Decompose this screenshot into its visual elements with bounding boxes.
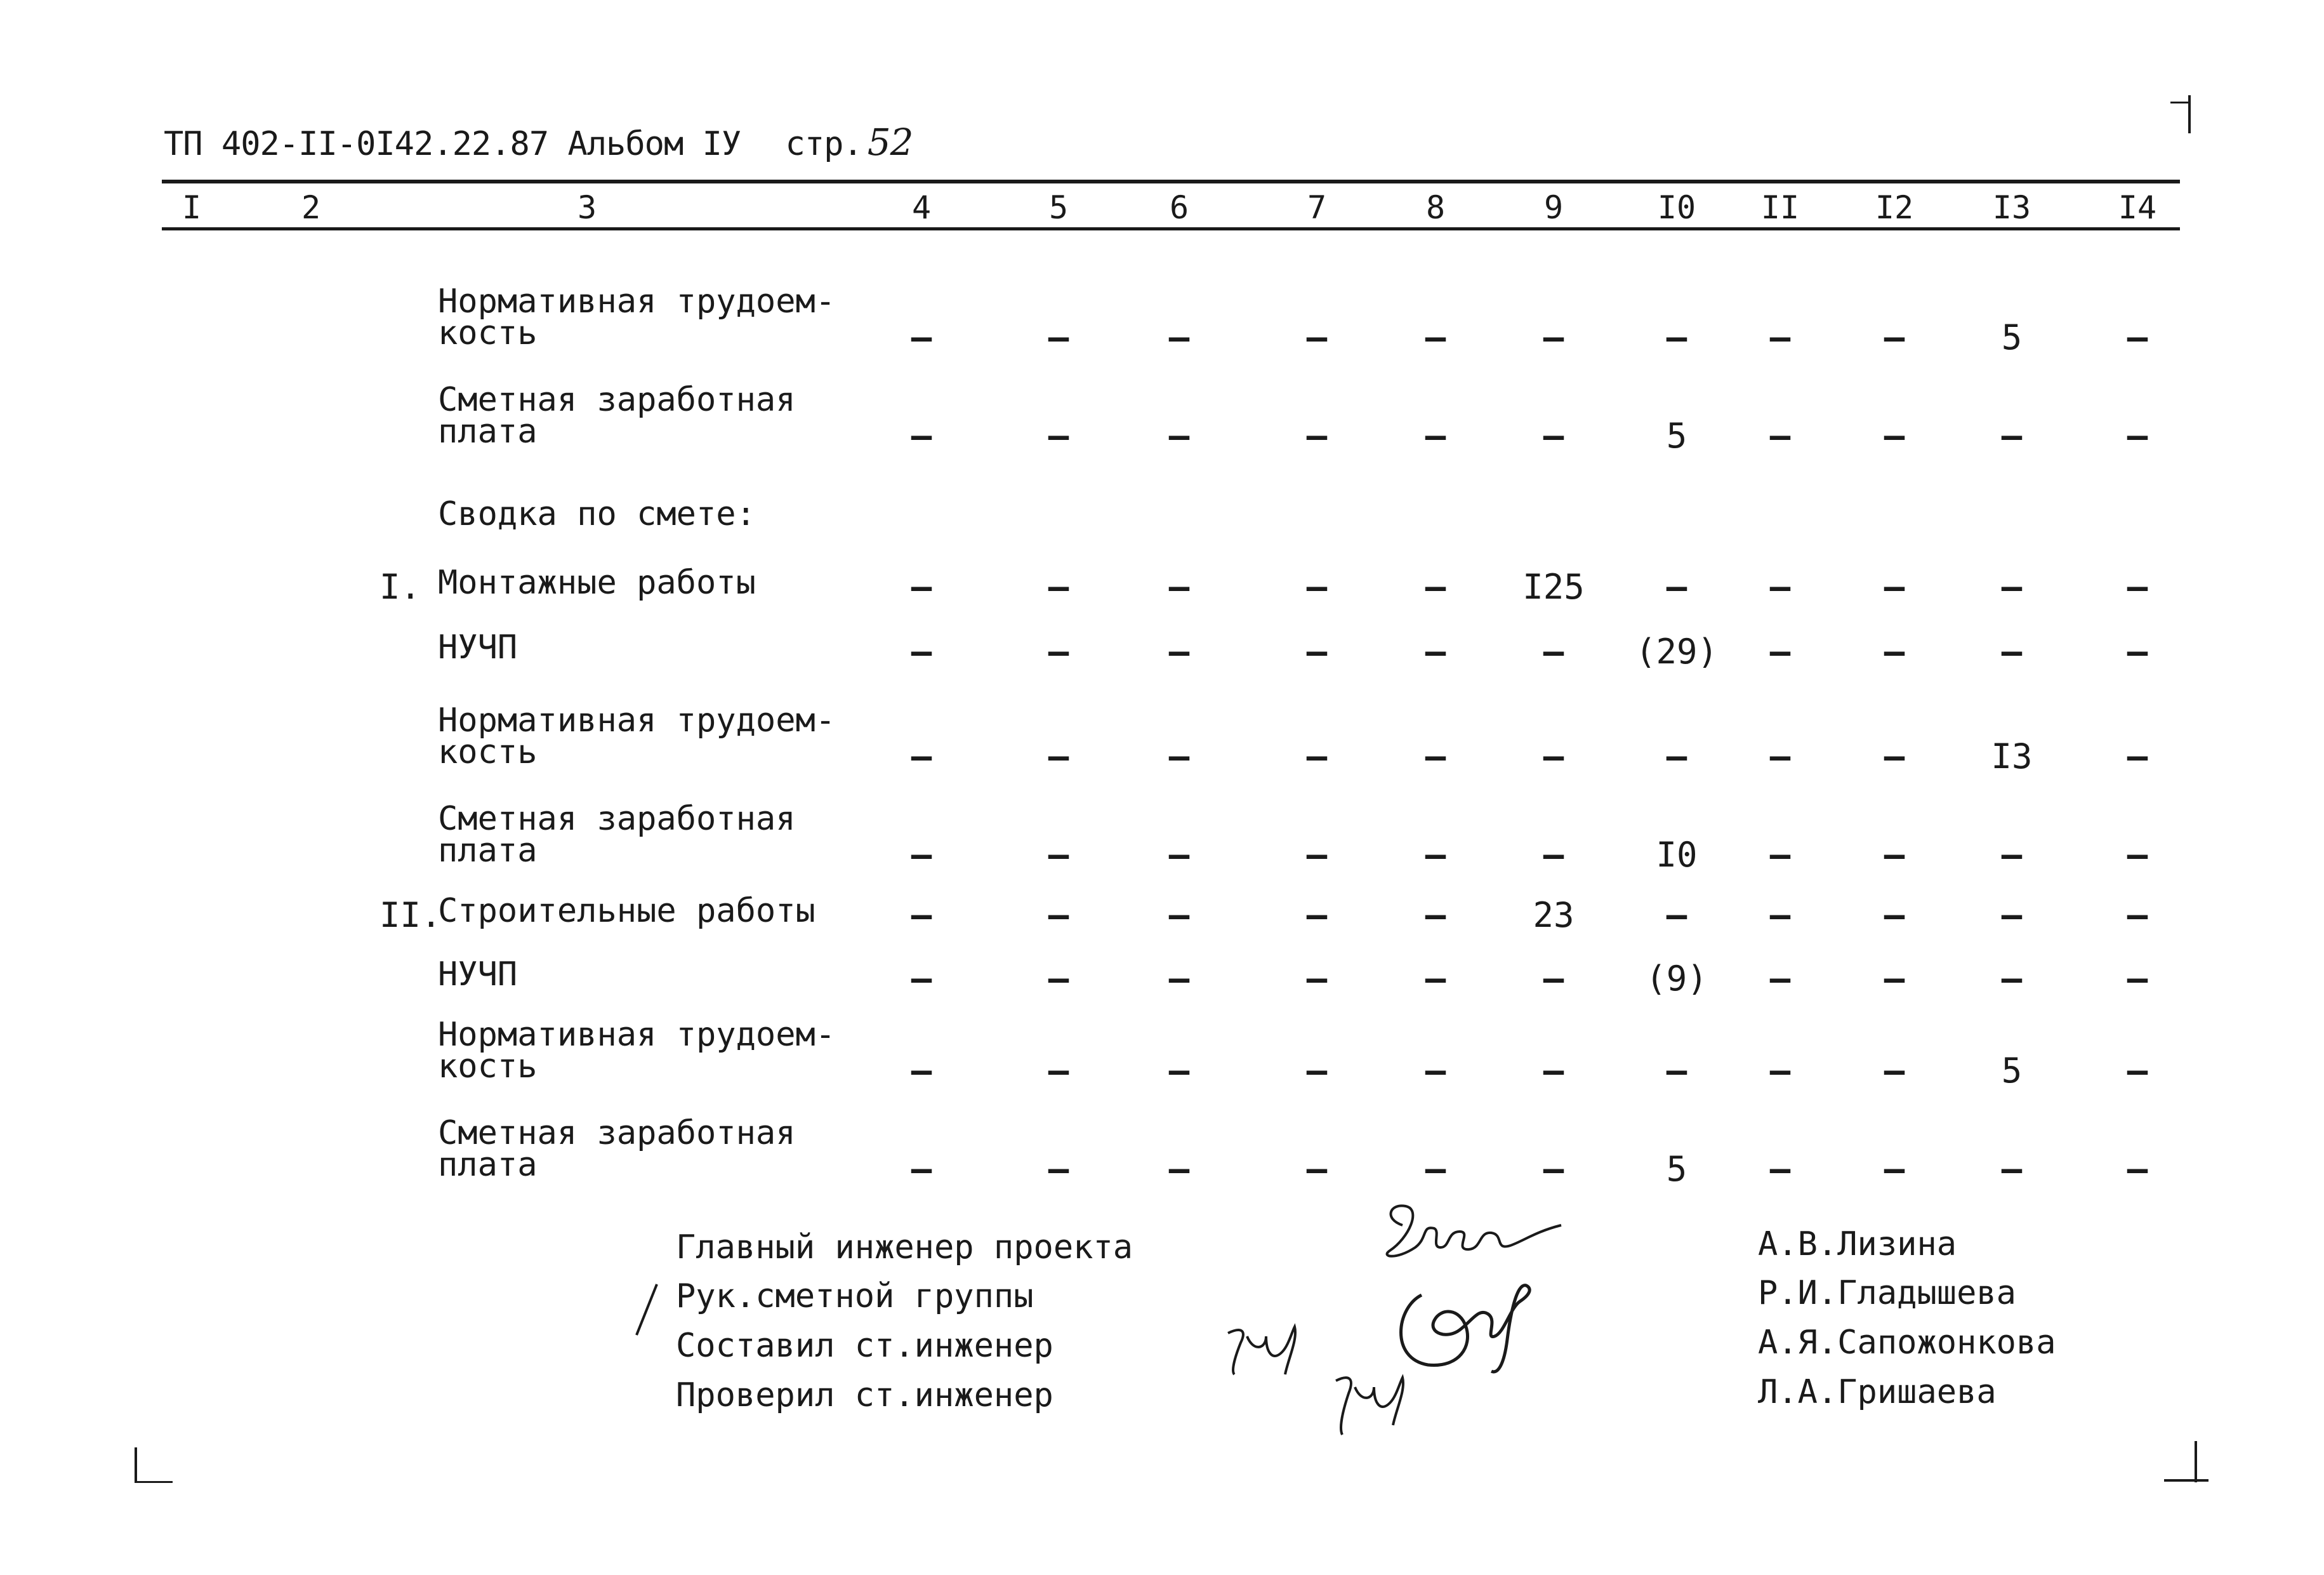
table-cell: – xyxy=(1666,736,1687,776)
table-cell: – xyxy=(1884,1051,1905,1091)
column-number: 2 xyxy=(301,189,321,226)
table-cell: – xyxy=(1306,895,1328,935)
column-number: I3 xyxy=(1992,189,2031,226)
table-cell: – xyxy=(1666,1051,1687,1091)
table-cell: – xyxy=(2001,959,2023,999)
table-cell: – xyxy=(1425,567,1446,607)
signature-role: Главный инженер проекта xyxy=(676,1228,1133,1266)
crop-mark-bottom-left xyxy=(135,1447,137,1482)
table-cell: – xyxy=(1769,895,1791,935)
signatory-name: Р.И.Гладышева xyxy=(1758,1274,2016,1312)
table-cell: – xyxy=(1666,567,1687,607)
table-cell: – xyxy=(1884,416,1905,456)
table-cell: I0 xyxy=(1656,835,1698,875)
table-cell: – xyxy=(2001,416,2023,456)
table-cell: – xyxy=(911,736,932,776)
table-cell: – xyxy=(1543,959,1564,999)
table-cell: I3 xyxy=(1991,736,2033,776)
table-cell: – xyxy=(1425,632,1446,672)
table-cell: – xyxy=(1425,1051,1446,1091)
row-label: плата xyxy=(438,1146,538,1184)
table-cell: 23 xyxy=(1533,895,1575,935)
table-cell: – xyxy=(2001,835,2023,875)
table-cell: – xyxy=(1884,959,1905,999)
table-cell: – xyxy=(1168,1051,1190,1091)
table-cell: – xyxy=(1168,317,1190,357)
table-cell: – xyxy=(1543,317,1564,357)
table-cell: – xyxy=(2001,895,2023,935)
table-cell: – xyxy=(911,1051,932,1091)
table-cell: – xyxy=(1543,835,1564,875)
column-number: I xyxy=(182,189,202,226)
page-label: стр. xyxy=(785,125,862,163)
header-rule-thick xyxy=(162,180,2180,183)
crop-mark-top-right xyxy=(2188,95,2191,133)
table-cell: – xyxy=(1306,736,1328,776)
table-cell: – xyxy=(1769,1149,1791,1189)
table-cell: – xyxy=(1168,736,1190,776)
table-cell: – xyxy=(1666,895,1687,935)
signature-role: Составил ст.инженер xyxy=(676,1327,1053,1365)
table-cell: – xyxy=(1884,632,1905,672)
table-cell: – xyxy=(1543,1051,1564,1091)
row-label: НУЧП xyxy=(438,628,518,667)
table-cell: – xyxy=(1168,416,1190,456)
row-label: кость xyxy=(438,1047,538,1086)
table-cell: – xyxy=(1769,317,1791,357)
table-cell: – xyxy=(1884,317,1905,357)
row-label: Нормативная трудоем- xyxy=(438,282,836,321)
document-code: ТП 402-II-0I42.22.87 Альбом IУ xyxy=(164,125,741,163)
column-number: I2 xyxy=(1875,189,1914,226)
table-cell: – xyxy=(2127,835,2148,875)
initials-compiler xyxy=(1222,1314,1311,1384)
table-cell: – xyxy=(2127,1149,2148,1189)
table-cell: – xyxy=(2127,632,2148,672)
table-cell: – xyxy=(1425,416,1446,456)
table-cell: – xyxy=(1306,632,1328,672)
table-cell: – xyxy=(2127,317,2148,357)
table-cell: – xyxy=(1306,1051,1328,1091)
table-cell: I25 xyxy=(1522,567,1585,607)
signatory-name: А.Я.Сапожонкова xyxy=(1758,1324,2056,1362)
table-cell: – xyxy=(1769,736,1791,776)
table-cell: – xyxy=(1884,895,1905,935)
table-cell: 5 xyxy=(2001,317,2023,357)
table-cell: – xyxy=(1168,835,1190,875)
column-number: 6 xyxy=(1169,189,1189,226)
column-number: 8 xyxy=(1425,189,1446,226)
row-label: НУЧП xyxy=(438,955,518,994)
row-label: Сметная заработная xyxy=(438,381,796,419)
row-label: кость xyxy=(438,314,538,352)
table-cell: – xyxy=(1769,632,1791,672)
slash-mark xyxy=(631,1281,663,1338)
row-label: Сметная заработная xyxy=(438,1114,796,1152)
signature-lizina xyxy=(1377,1200,1568,1276)
row-label: кость xyxy=(438,733,538,771)
table-cell: – xyxy=(1048,1051,1069,1091)
table-cell: – xyxy=(1425,895,1446,935)
row-label: Нормативная трудоем- xyxy=(438,1016,836,1054)
table-cell: – xyxy=(911,835,932,875)
table-cell: – xyxy=(2001,1149,2023,1189)
header-rule-thin xyxy=(162,227,2180,230)
table-cell: – xyxy=(1769,567,1791,607)
column-number: 7 xyxy=(1307,189,1327,226)
table-cell: – xyxy=(1666,317,1687,357)
row-label: Нормативная трудоем- xyxy=(438,701,836,740)
column-number: I0 xyxy=(1657,189,1696,226)
table-cell: – xyxy=(1884,736,1905,776)
row-label: Сметная заработная xyxy=(438,800,796,838)
table-cell: – xyxy=(1769,835,1791,875)
table-cell: – xyxy=(1168,1149,1190,1189)
table-cell: – xyxy=(1306,835,1328,875)
crop-mark-top-right-tick xyxy=(2170,102,2188,103)
table-cell: – xyxy=(1306,959,1328,999)
table-cell: – xyxy=(1048,416,1069,456)
initials-checker xyxy=(1326,1362,1415,1444)
document-header xyxy=(164,121,913,164)
table-cell: – xyxy=(1168,895,1190,935)
table-cell: – xyxy=(1425,317,1446,357)
table-cell: – xyxy=(2127,959,2148,999)
table-cell: – xyxy=(911,1149,932,1189)
row-label: Сводка по смете: xyxy=(438,495,756,533)
crop-mark-bottom-right-tick xyxy=(2164,1479,2208,1482)
table-cell: – xyxy=(1048,835,1069,875)
table-cell: – xyxy=(911,632,932,672)
table-cell: – xyxy=(1884,835,1905,875)
signatory-name: А.В.Лизина xyxy=(1758,1225,1957,1263)
signature-role: Рук.сметной группы xyxy=(676,1277,1034,1315)
table-cell: – xyxy=(1543,632,1564,672)
table-cell: – xyxy=(1425,959,1446,999)
table-cell: – xyxy=(1543,736,1564,776)
table-cell: – xyxy=(1543,1149,1564,1189)
table-cell: – xyxy=(2127,895,2148,935)
table-cell: – xyxy=(911,959,932,999)
table-cell: – xyxy=(2127,416,2148,456)
table-cell: – xyxy=(1048,736,1069,776)
table-cell: – xyxy=(1048,895,1069,935)
signature-role: Проверил ст.инженер xyxy=(676,1376,1053,1414)
table-cell: – xyxy=(1543,416,1564,456)
column-number: 9 xyxy=(1543,189,1564,226)
table-cell: – xyxy=(1884,1149,1905,1189)
table-cell: – xyxy=(1769,1051,1791,1091)
row-number: I. xyxy=(380,567,421,607)
table-cell: – xyxy=(1306,567,1328,607)
page-number: 52 xyxy=(867,121,913,164)
table-cell: – xyxy=(1306,1149,1328,1189)
table-cell: – xyxy=(1425,1149,1446,1189)
signatory-name: Л.А.Гришаева xyxy=(1758,1373,1997,1411)
table-cell: – xyxy=(1884,567,1905,607)
table-cell: – xyxy=(1306,416,1328,456)
row-label: Монтажные работы xyxy=(438,564,756,602)
row-label: плата xyxy=(438,832,538,870)
table-cell: – xyxy=(1168,632,1190,672)
table-cell: – xyxy=(1048,317,1069,357)
table-cell: – xyxy=(1769,959,1791,999)
table-cell: – xyxy=(1168,567,1190,607)
table-cell: (9) xyxy=(1646,959,1708,999)
table-cell: – xyxy=(911,317,932,357)
table-cell: 5 xyxy=(1666,416,1687,456)
table-cell: – xyxy=(1048,959,1069,999)
table-cell: – xyxy=(1168,959,1190,999)
table-cell: (29) xyxy=(1635,632,1719,672)
table-cell: – xyxy=(2001,567,2023,607)
column-number: 4 xyxy=(911,189,932,226)
crop-mark-bottom-left-tick xyxy=(135,1481,173,1483)
table-cell: – xyxy=(911,895,932,935)
table-cell: – xyxy=(1048,632,1069,672)
table-cell: – xyxy=(911,567,932,607)
table-cell: – xyxy=(1769,416,1791,456)
table-cell: – xyxy=(1306,317,1328,357)
column-number: 3 xyxy=(577,189,597,226)
table-cell: – xyxy=(1048,567,1069,607)
table-cell: – xyxy=(2001,632,2023,672)
table-cell: – xyxy=(2127,567,2148,607)
column-number: I4 xyxy=(2118,189,2157,226)
table-cell: – xyxy=(1425,736,1446,776)
table-cell: – xyxy=(2127,736,2148,776)
table-cell: – xyxy=(2127,1051,2148,1091)
row-number: II. xyxy=(380,895,442,935)
column-number: II xyxy=(1760,189,1800,226)
table-cell: – xyxy=(1425,835,1446,875)
row-label: плата xyxy=(438,413,538,451)
table-cell: – xyxy=(911,416,932,456)
column-number: 5 xyxy=(1048,189,1069,226)
table-cell: 5 xyxy=(1666,1149,1687,1189)
table-cell: 5 xyxy=(2001,1051,2023,1091)
crop-mark-bottom-right xyxy=(2195,1441,2197,1482)
table-cell: – xyxy=(1048,1149,1069,1189)
row-label: Строительные работы xyxy=(438,892,815,930)
